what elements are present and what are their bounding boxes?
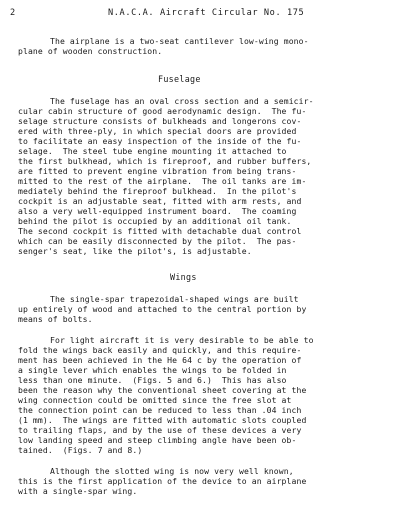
text-line: fold the wings back easily and quickly, and this require- [18, 345, 302, 355]
text-line: The second cockpit is fitted with detachable dual control [18, 226, 302, 236]
text-line: selage. The steel tube engine mounting it attached to [18, 146, 287, 156]
text-line: up entirely of wood and attached to the central portion by [18, 304, 307, 314]
text-line: also a very well-equipped instrument board. The coaming [18, 206, 297, 216]
text-line: mediately behind the fireproof bulkhead. In the pilot's [18, 186, 297, 196]
text-line: behind the pilot is occupied by an additional oil tank. [18, 216, 292, 226]
text-line: to facilitate an easy inspection of the inside of the fu- [18, 136, 302, 146]
text-line: are fitted to prevent engine vibration from being trans- [18, 166, 297, 176]
text-line: Although the slotted wing is now very well known, [50, 466, 294, 476]
text-line: senger's seat, like the pilot's, is adjustable. [18, 246, 252, 256]
text-line: tained. (Figs. 7 and 8.) [18, 445, 143, 455]
page-number: 2 [10, 8, 16, 18]
text-line: mitted to the rest of the airplane. The oil tanks are im- [18, 176, 307, 186]
text-line: ment has been achieved in the He 64 c by the operation of [18, 355, 302, 365]
page-header [10, 6, 390, 20]
text-line: For light aircraft it is very desirable to be able to [50, 335, 314, 345]
text-line: which can be easily disconnected by the pilot. The pas- [18, 236, 297, 246]
text-line: been the reason why the conventional sheet covering at the [18, 385, 307, 395]
text-line: a single lever which enables the wings to be folded in [18, 365, 287, 375]
running-title: N.A.C.A. Aircraft Circular No. 175 [108, 8, 305, 18]
text-line: The fuselage has an oval cross section and a semicir- [50, 96, 314, 106]
text-line: cular cabin structure of good aerodynamic design. The fu- [18, 106, 307, 116]
text-line: the connection point can be reduced to less than .04 inch [18, 405, 302, 415]
text-line: The airplane is a two-seat cantilever low-wing mono- [50, 36, 309, 46]
text-line: this is the first application of the device to an airplane [18, 476, 307, 486]
text-line: (1 mm). The wings are fitted with automatic slots coupled [18, 415, 307, 425]
text-line: cockpit is an adjustable seat, fitted with arm rests, and [18, 196, 302, 206]
text-line: less than one minute. (Figs. 5 and 6.) This has also [18, 375, 287, 385]
section-heading-fuselage: Fuselage [158, 74, 201, 84]
text-line: to trailing flaps, and by the use of these devices a very [18, 425, 302, 435]
text-line: with a single-spar wing. [18, 486, 138, 496]
text-line: plane of wooden construction. [18, 46, 163, 56]
text-line: wing connection could be omitted since the free slot at [18, 395, 292, 405]
text-line: means of bolts. [18, 314, 93, 324]
text-line: The single-spar trapezoidal-shaped wings are built [50, 294, 299, 304]
text-line: ered with three-ply, in which special doors are provided [18, 126, 297, 136]
text-line: selage structure consists of bulkheads and longerons cov- [18, 116, 302, 126]
text-line: low landing speed and steep climbing angle have been ob- [18, 435, 297, 445]
text-line: the first bulkhead, which is fireproof, and rubber buffers, [18, 156, 312, 166]
section-heading-wings: Wings [170, 272, 197, 282]
